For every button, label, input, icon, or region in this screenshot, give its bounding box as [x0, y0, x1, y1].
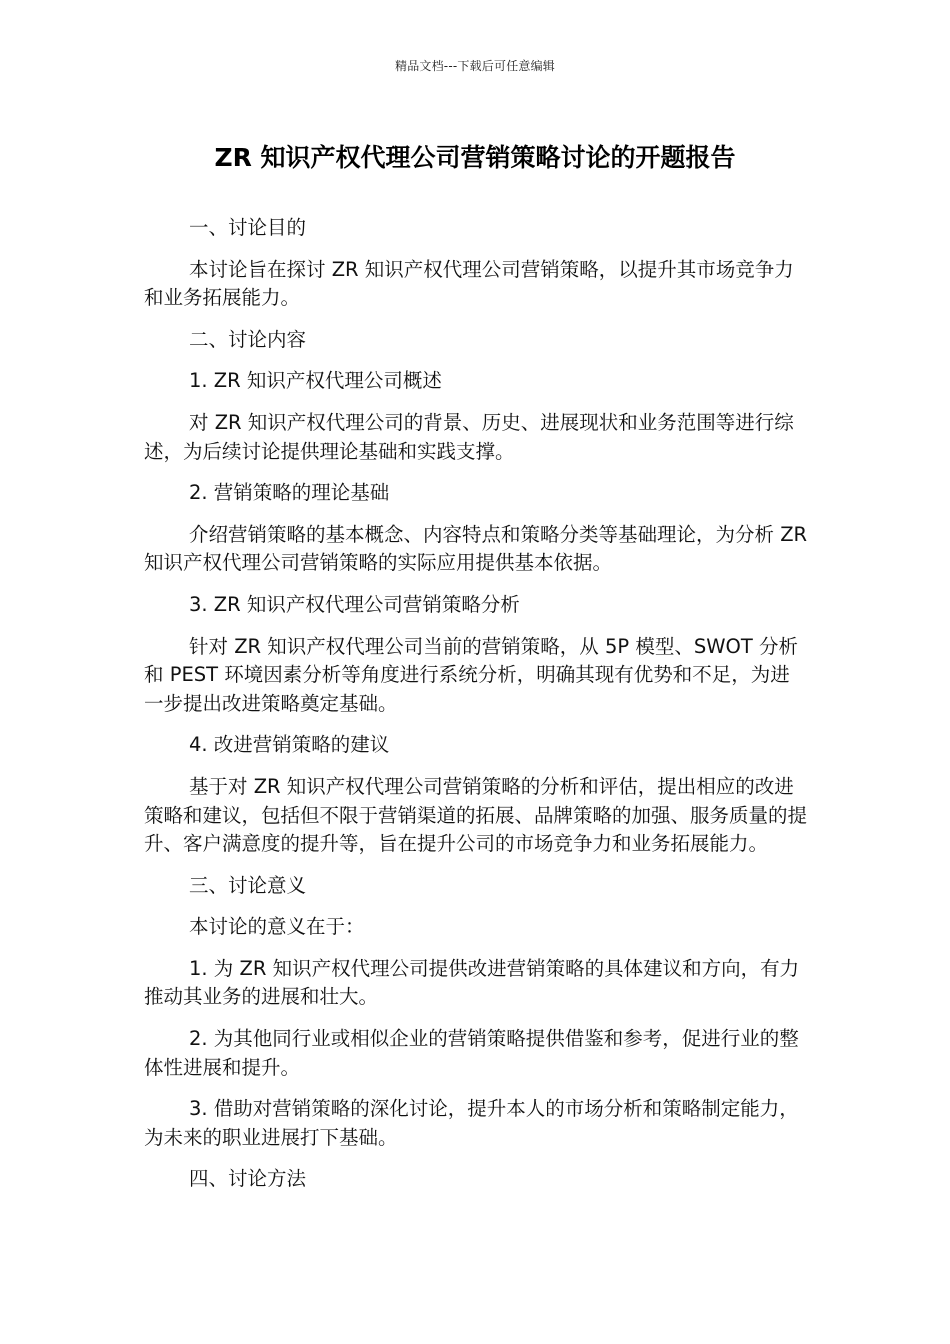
document-title: ZR 知识产权代理公司营销策略讨论的开题报告	[214, 143, 736, 172]
paragraph-overview: 对 ZR 知识产权代理公司的背景、历史、进展现状和业务范围等进行综述，为后续讨论提供理论基础和实践支撑。	[144, 410, 794, 463]
subsection-heading-analysis: 3. ZR 知识产权代理公司营销策略分析	[189, 592, 520, 616]
section-heading-purpose: 一、讨论目的	[189, 216, 307, 239]
section-heading-content: 二、讨论内容	[189, 327, 307, 351]
subsection-heading-overview: 1. ZR 知识产权代理公司概述	[189, 369, 442, 393]
list-item-significance-3: 3. 借助对营销策略的深化讨论，提升本人的市场分析和策略制定能力，为未来的职业进展打下基础。	[144, 1097, 799, 1149]
section-heading-method: 四、讨论方法	[189, 1167, 307, 1191]
document-body	[144, 214, 809, 1207]
paragraph-significance-intro: 本讨论的意义在于：	[189, 915, 365, 939]
section-heading-significance: 三、讨论意义	[189, 873, 307, 897]
paragraph-purpose: 本讨论旨在探讨 ZR 知识产权代理公司营销策略，以提升其市场竞争力和业务拓展能力。	[144, 257, 794, 310]
paragraph-analysis: 针对 ZR 知识产权代理公司当前的营销策略，从 5P 模型、SWOT 分析和 PEST 环境因素分析等角度进行系统分析，明确其现有优势和不足，为进一步提出改进策略奠定基础。	[144, 634, 798, 715]
page-header: 精品文档---下载后可任意编辑	[395, 59, 555, 73]
list-item-significance-2: 2. 为其他同行业或相似企业的营销策略提供借鉴和参考，促进行业的整体性进展和提升。	[144, 1027, 799, 1079]
subsection-heading-theory: 2. 营销策略的理论基础	[189, 481, 390, 505]
list-item-significance-1: 1. 为 ZR 知识产权代理公司提供改进营销策略的具体建议和方向，有力推动其业务的进展和壮大。	[144, 956, 800, 1009]
paragraph-suggestions: 基于对 ZR 知识产权代理公司营销策略的分析和评估，提出相应的改进策略和建议，包括但不限于营销渠道的拓展、品牌策略的加强、服务质量的提升、客户满意度的提升等，旨在提升公司的市场竞争力和业务拓展能力。	[144, 774, 808, 856]
subsection-heading-suggestions: 4. 改进营销策略的建议	[189, 733, 390, 757]
paragraph-theory: 介绍营销策略的基本概念、内容特点和策略分类等基础理论，为分析 ZR 知识产权代理公司营销策略的实际应用提供基本依据。	[144, 522, 808, 575]
